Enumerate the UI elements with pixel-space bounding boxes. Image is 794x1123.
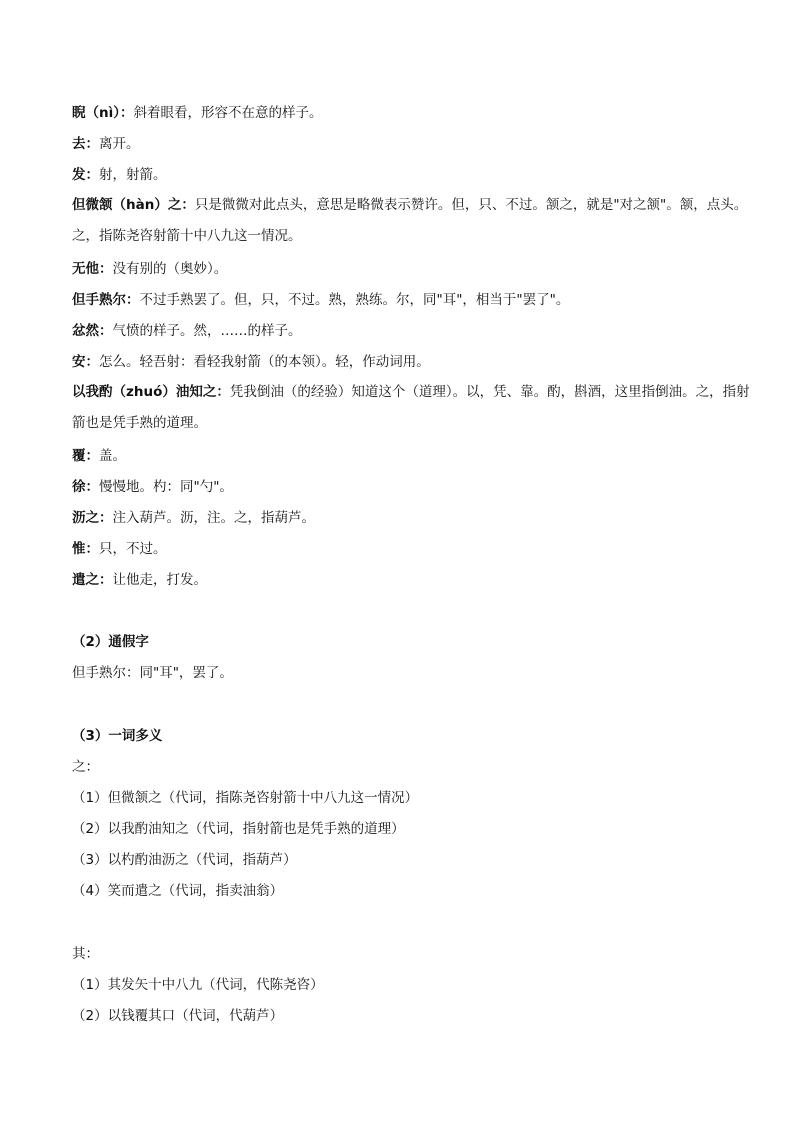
vocab-definition: 让他走，打发。 xyxy=(112,572,207,588)
vocab-entry xyxy=(72,165,762,185)
vocab-definition: 没有别的（奥妙）。 xyxy=(112,261,228,277)
section-heading-yiciduoyi: （3）一词多义 xyxy=(72,728,163,744)
vocab-term: 去： xyxy=(72,136,99,152)
vocab-entry xyxy=(72,377,762,439)
vocab-definition: 射，射箭。 xyxy=(99,167,167,183)
vocab-term: 但微颔（hàn）之： xyxy=(72,197,195,213)
vocab-definition: 慢慢地。杓：同"勺"。 xyxy=(99,479,233,495)
word-label-zhi: 之： xyxy=(72,759,99,775)
vocab-term: 遣之： xyxy=(72,572,113,588)
vocab-entry xyxy=(72,508,762,528)
vocab-definition: 注入葫芦。沥，注。之，指葫芦。 xyxy=(112,510,315,526)
vocab-term: 以我酌（zhuó）油知之： xyxy=(72,384,230,400)
vocab-definition: 只是微微对此点头，意思是略微表示赞许。但，只、不过。颔之，就是"对之颔"。颔，点头。之，指陈尧咨射箭十中八九这一情况。 xyxy=(72,197,748,244)
vocab-term: 忿然： xyxy=(72,323,113,339)
vocab-definition: 不过手熟罢了。但，只，不过。熟，熟练。尔，同"耳"，相当于"罢了"。 xyxy=(139,292,570,308)
zhi-usage-item: （4）笑而遣之（代词，指卖油翁） xyxy=(72,883,284,899)
qi-usage-item: （2）以钱覆其口（代词，代葫芦） xyxy=(72,1008,284,1024)
vocab-term: 徐： xyxy=(72,479,99,495)
zhi-usage-item: （1）但微颔之（代词，指陈尧咨射箭十中八九这一情况） xyxy=(72,790,419,806)
vocab-entry xyxy=(72,477,762,497)
vocab-term: 覆： xyxy=(72,448,99,464)
zhi-usage-item: （2）以我酌油知之（代词，指射箭也是凭手熟的道理） xyxy=(72,821,405,837)
vocab-definition: 盖。 xyxy=(99,448,126,464)
vocab-entry xyxy=(72,321,762,341)
vocab-entry xyxy=(72,446,762,466)
vocab-entry xyxy=(72,103,762,123)
vocab-entry xyxy=(72,134,762,154)
vocab-term: 惟： xyxy=(72,541,99,557)
vocab-definition: 气愤的样子。然，……的样子。 xyxy=(112,323,302,339)
vocab-entry xyxy=(72,259,762,279)
vocab-definition: 怎么。轻吾射：看轻我射箭（的本领）。轻，作动词用。 xyxy=(99,354,430,370)
vocab-term: 睨（nì）： xyxy=(72,105,134,121)
vocab-entry xyxy=(72,190,762,252)
vocab-term: 安： xyxy=(72,354,99,370)
vocab-definition: 凭我倒油（的经验）知道这个（道理）。以，凭、靠。酌，斟酒，这里指倒油。之，指射箭也是凭手熟的道理。 xyxy=(72,384,750,431)
vocab-term: 发： xyxy=(72,167,99,183)
word-label-qi: 其： xyxy=(72,946,99,962)
vocab-entry xyxy=(72,290,762,310)
vocab-term: 但手熟尔： xyxy=(72,292,140,308)
vocab-entry xyxy=(72,570,762,590)
qi-usage-item: （1）其发矢十中八九（代词，代陈尧咨） xyxy=(72,977,324,993)
zhi-usage-item: （3）以杓酌油沥之（代词，指葫芦） xyxy=(72,852,297,868)
vocab-entry xyxy=(72,352,762,372)
vocab-definition: 离开。 xyxy=(99,136,140,152)
vocab-term: 无他： xyxy=(72,261,113,277)
vocab-definition: 斜着眼看，形容不在意的样子。 xyxy=(133,105,323,121)
vocab-definition: 只，不过。 xyxy=(99,541,167,557)
tongjiazi-entry: 但手熟尔：同"耳"，罢了。 xyxy=(72,665,233,681)
vocab-entry xyxy=(72,539,762,559)
vocab-term: 沥之： xyxy=(72,510,113,526)
section-heading-tongjiazi: （2）通假字 xyxy=(72,634,149,650)
